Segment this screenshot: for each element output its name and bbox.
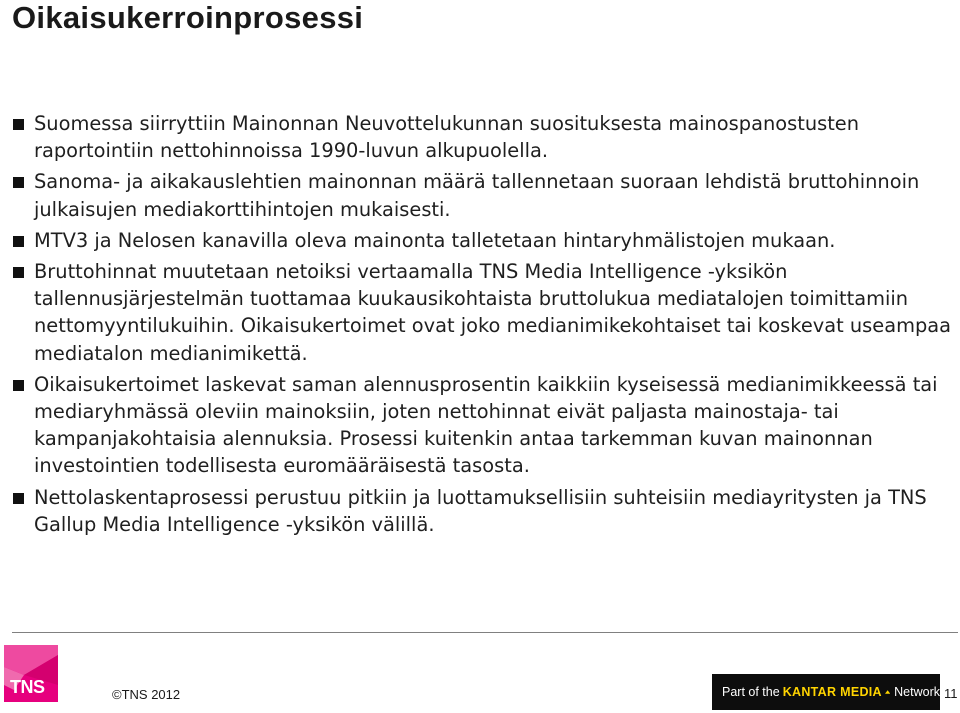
list-item bbox=[12, 371, 957, 480]
kantar-media-brand: KANTAR MEDIA bbox=[782, 685, 882, 699]
square-bullet-icon bbox=[13, 380, 24, 391]
tns-logo bbox=[4, 645, 58, 702]
slide-title: Oikaisukerroinprosessi bbox=[12, 0, 364, 35]
kantar-swoosh-icon bbox=[885, 687, 890, 697]
bullet-text: Sanoma- ja aikakauslehtien mainonnan määrä tallennetaan suoraan lehdistä bruttohinnoin julkaisujen mediakorttihintojen mukaisesti. bbox=[34, 170, 920, 221]
bullet-text: MTV3 ja Nelosen kanavilla oleva mainonta talletetaan hintaryhmälistojen mukaan. bbox=[34, 228, 836, 252]
kantar-network-badge bbox=[712, 674, 940, 710]
square-bullet-icon bbox=[13, 267, 24, 278]
bullet-text: Nettolaskentaprosessi perustuu pitkiin ja luottamuksellisiin suhteisiin mediayritysten ja TNS Gallup Media Intelligence -yksikön välillä. bbox=[34, 485, 927, 536]
list-item bbox=[12, 110, 957, 164]
square-bullet-icon bbox=[13, 119, 24, 130]
list-item bbox=[12, 227, 957, 254]
footer-divider bbox=[12, 632, 958, 633]
bullet-list bbox=[12, 110, 957, 538]
copyright-notice: ©TNS 2012 bbox=[112, 687, 181, 702]
page-number: 11 bbox=[944, 686, 958, 701]
tns-logo-text: TNS bbox=[10, 677, 45, 697]
square-bullet-icon bbox=[13, 493, 24, 504]
bullet-text: Suomessa siirryttiin Mainonnan Neuvottelukunnan suosituksesta mainospanostusten raportointiin nettohinnoissa 1990-luvun alkupuolella. bbox=[34, 112, 860, 163]
list-item bbox=[12, 168, 957, 222]
square-bullet-icon bbox=[13, 177, 24, 188]
network-prefix: Part of the bbox=[722, 685, 780, 699]
list-item bbox=[12, 484, 957, 538]
bullet-text: Bruttohinnat muutetaan netoiksi vertaamalla TNS Media Intelligence -yksikön tallennusjärjestelmän tuottamaa kuukausikohtaista bruttolukua mediatalojen toimittamiin nettomyyntilukuihin. Oikaisukertoimet ovat joko medianimikekohtaiset tai koskevat useampaa mediatalon medianimikettä. bbox=[34, 260, 952, 365]
square-bullet-icon bbox=[13, 236, 24, 247]
bullet-text: Oikaisukertoimet laskevat saman alennusprosentin kaikkiin kyseisessä medianimikkeessä tai mediaryhmässä oleviin mainoksiin, joten nettohinnat eivät paljasta mainostaja- tai kampanjakohtaisia alennuksia. Prosessi kuitenkin antaa tarkemman kuvan mainonnan investointien todellisesta euromääräisestä tasosta. bbox=[34, 372, 938, 478]
network-suffix: Network bbox=[894, 685, 940, 699]
list-item bbox=[12, 258, 957, 367]
